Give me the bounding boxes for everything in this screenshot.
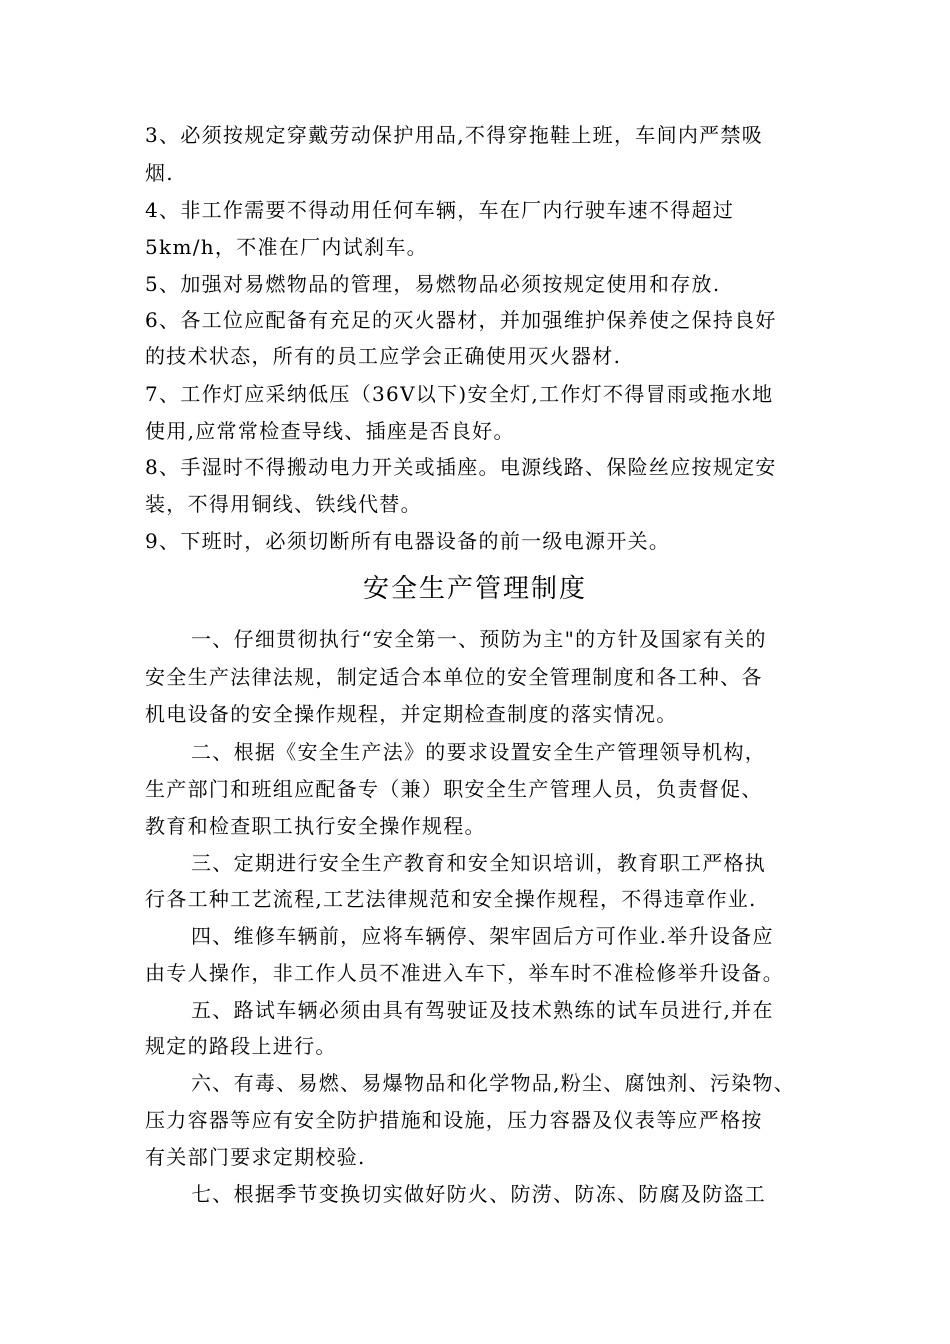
rule-item-8-line-1: 8、手湿时不得搬动电力开关或插座。电源线路、保险丝应按规定安 bbox=[145, 455, 777, 479]
rule-item-3-line-1: 3、必须按规定穿戴劳动保护用品,不得穿拖鞋上班，车间内严禁吸 bbox=[145, 123, 764, 147]
rule-item-3-line-2: 烟. bbox=[145, 161, 174, 185]
paragraph-2-line-3: 教育和检查职工执行安全操作规程。 bbox=[145, 814, 486, 838]
rule-item-8-line-2: 装，不得用铜线、铁线代替。 bbox=[145, 492, 422, 516]
rule-item-9-line-1: 9、下班时，必须切断所有电器设备的前一级电源开关。 bbox=[145, 529, 671, 553]
paragraph-6-line-1: 六、有毒、易燃、易爆物品和化学物品,粉尘、腐蚀剂、污染物、 bbox=[191, 1071, 796, 1095]
paragraph-4-line-1: 四、维修车辆前，应将车辆停、架牢固后方可作业.举升设备应 bbox=[191, 924, 774, 948]
paragraph-3-line-1: 三、定期进行安全生产教育和安全知识培训，教育职工严格执 bbox=[191, 851, 767, 875]
rule-item-7-line-2: 使用,应常常检查导线、插座是否良好。 bbox=[145, 419, 515, 443]
rule-item-6-line-1: 6、各工位应配备有充足的灭火器材，并加强维护保养使之保持良好 bbox=[145, 308, 777, 332]
paragraph-2-line-2: 生产部门和班组应配备专（兼）职安全生产管理人员，负责督促、 bbox=[145, 777, 763, 801]
paragraph-3-line-2: 行各工种工艺流程,工艺法律规范和安全操作规程，不得违章作业. bbox=[145, 887, 757, 911]
paragraph-5-line-2: 规定的路段上进行。 bbox=[145, 1034, 337, 1058]
rule-item-6-line-2: 的技术状态，所有的员工应学会正确使用灭火器材. bbox=[145, 344, 622, 368]
rule-item-5-line-1: 5、加强对易燃物品的管理，易燃物品必须按规定使用和存放. bbox=[145, 272, 721, 296]
paragraph-4-line-2: 由专人操作，非工作人员不准进入车下，举车时不准检修举升设备。 bbox=[145, 961, 784, 985]
paragraph-2-line-1: 二、根据《安全生产法》的要求设置安全生产管理领导机构， bbox=[191, 740, 767, 764]
paragraph-5-line-1: 五、路试车辆必须由具有驾驶证及技术熟练的试车员进行,并在 bbox=[191, 998, 774, 1022]
section-title: 安全生产管理制度 bbox=[362, 574, 587, 604]
paragraph-1-line-1: 一、仔细贯彻执行“安全第一、预防为主"的方针及国家有关的 bbox=[191, 627, 767, 651]
paragraph-7-line-1: 七、根据季节变换切实做好防火、防涝、防冻、防腐及防盗工 bbox=[191, 1182, 767, 1206]
paragraph-1-line-2: 安全生产法律法规，制定适合本单位的安全管理制度和各工种、各 bbox=[145, 665, 763, 689]
paragraph-6-line-3: 有关部门要求定期校验. bbox=[145, 1145, 366, 1169]
rule-item-4-line-2: 5km/h，不准在厂内试刹车。 bbox=[145, 235, 428, 259]
paragraph-1-line-3: 机电设备的安全操作规程，并定期检查制度的落实情况。 bbox=[145, 702, 678, 726]
rule-item-4-line-1: 4、非工作需要不得动用任何车辆，车在厂内行驶车速不得超过 bbox=[145, 198, 735, 222]
paragraph-6-line-2: 压力容器等应有安全防护措施和设施，压力容器及仪表等应严格按 bbox=[145, 1108, 763, 1132]
rule-item-7-line-1: 7、工作灯应采纳低压（36V以下)安全灯,工作灯不得冒雨或拖水地 bbox=[145, 382, 774, 406]
